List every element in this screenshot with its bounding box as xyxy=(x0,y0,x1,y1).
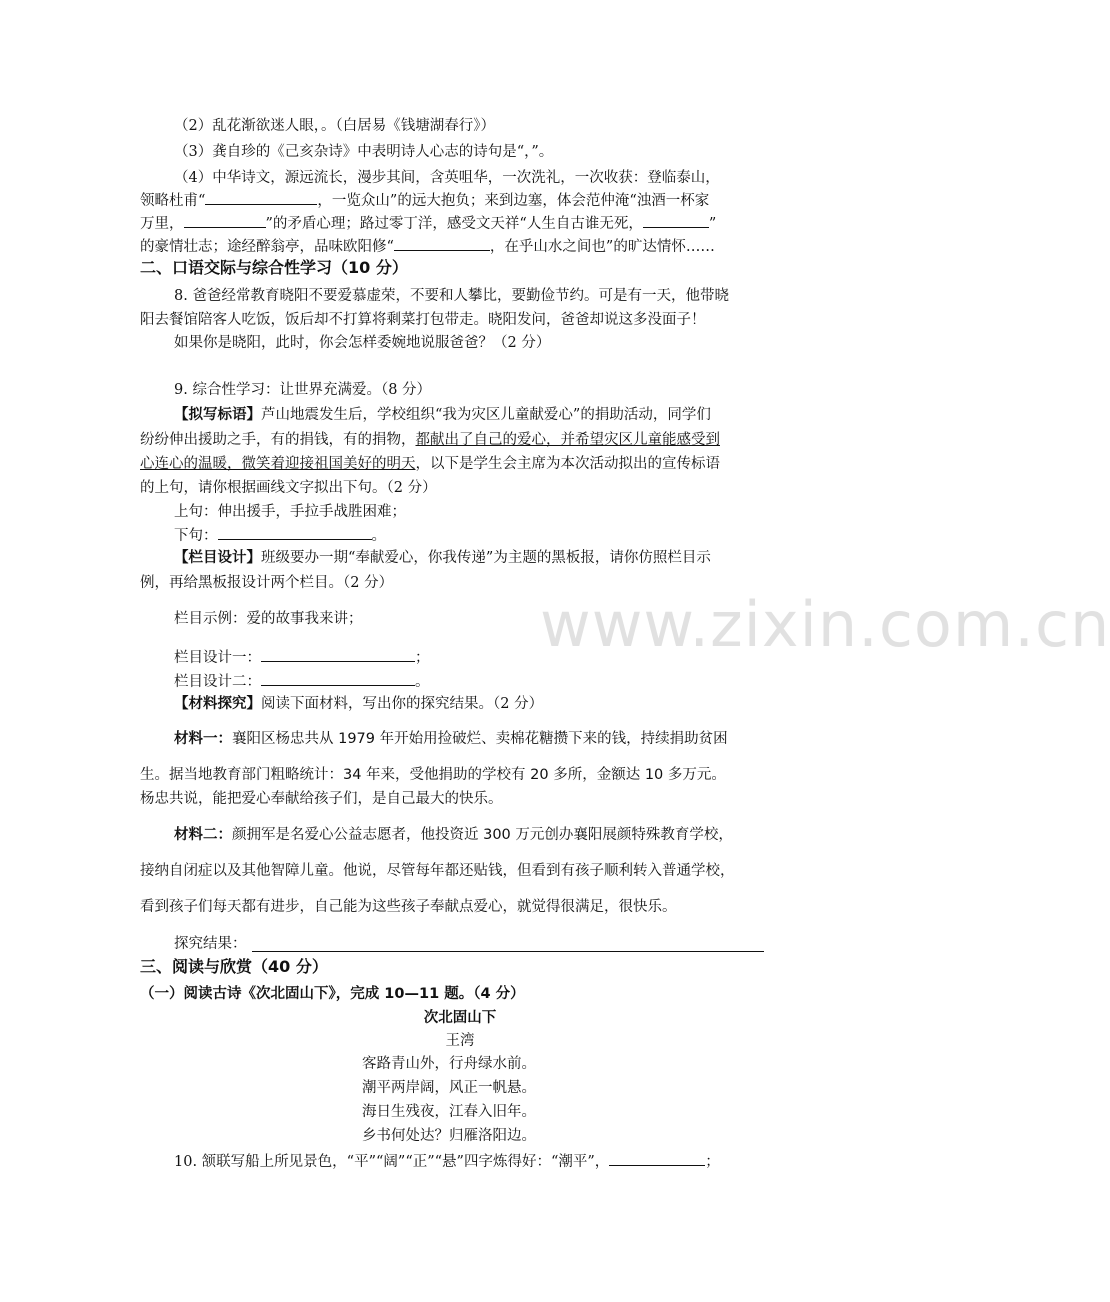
answer-blank[interactable] xyxy=(205,190,317,205)
column2-blank[interactable] xyxy=(261,671,415,686)
q7-item-4-line2 xyxy=(140,190,709,211)
slogan-line1 xyxy=(174,405,711,425)
column-design-1 xyxy=(174,647,430,668)
lower-end: 。 xyxy=(371,528,386,544)
column1-end: ； xyxy=(415,650,430,666)
material2-label: 材料二： xyxy=(174,827,232,843)
material-intro xyxy=(174,694,543,714)
column1-blank[interactable] xyxy=(261,647,415,662)
column2-end: 。 xyxy=(415,674,430,690)
column-design-2 xyxy=(174,671,430,692)
slogan-underlined: 都献出了自己的爱心，并希望灾区儿童能感受到 xyxy=(415,432,720,448)
q8-line1: 8. 爸爸经常教育晓阳不要爱慕虚荣，不要和人攀比，要勤俭节约。可是有一天，他带晓 xyxy=(174,288,729,304)
column2-label: 栏目设计二： xyxy=(174,674,261,690)
q7-item-4-line1: （4）中华诗文，源远流长，漫步其间，含英咀华，一次洗礼，一次收获：登临泰山， xyxy=(174,170,720,186)
poem-line: 海日生残夜，江春入旧年。 xyxy=(362,1104,536,1120)
poem-line: 乡书何处达？归雁洛阳边。 xyxy=(362,1128,536,1144)
q7-item-3: （3）龚自珍的《己亥杂诗》中表明诗人心志的诗句是“，”。 xyxy=(174,144,554,160)
q10-end: ； xyxy=(705,1154,720,1170)
q10-line xyxy=(174,1151,720,1172)
material1-line3: 杨忠共说，能把爱心奉献给孩子们，是自己最大的快乐。 xyxy=(140,791,503,807)
q10-blank[interactable] xyxy=(609,1151,705,1166)
material-tag: 【材料探究】 xyxy=(174,695,261,712)
slogan-underlined: 心连心的温暖，微笑着迎接祖国美好的明天 xyxy=(140,456,416,472)
material-text: 阅读下面材料，写出你的探究结果。（2 分） xyxy=(261,696,544,712)
q8-line3: 如果你是晓阳，此时，你会怎样委婉地说服爸爸？（2 分） xyxy=(174,335,551,351)
q7-item-4-text: ” xyxy=(708,216,717,232)
section3-title: 三、阅读与欣赏（40 分） xyxy=(140,957,328,976)
lower-answer-blank[interactable] xyxy=(218,525,372,540)
slogan-tag: 【拟写标语】 xyxy=(174,406,261,423)
slogan-line4: 的上句，请你根据画线文字拟出下句。（2 分） xyxy=(140,480,437,496)
q7-item-4-text: 领略杜甫“ xyxy=(140,193,206,209)
answer-blank[interactable] xyxy=(643,213,709,228)
q10-text: 10. 颔联写船上所见景色，“平”“阔”“正”“悬”四字炼得好：“潮平”， xyxy=(174,1154,610,1170)
result-answer-line[interactable] xyxy=(252,951,764,952)
material1-line1 xyxy=(174,729,728,749)
q7-item-4-text: ，在乎山水之间也”的旷达情怀…… xyxy=(489,239,715,255)
watermark-text: www.zixin.com.cn xyxy=(540,588,1110,661)
q8-line2: 阳去餐馆陪客人吃饭，饭后却不打算将剩菜打包带走。晓阳发问，爸爸却说这多没面子！ xyxy=(140,312,706,328)
result-label: 探究结果： xyxy=(174,936,247,952)
column-tag: 【栏目设计】 xyxy=(174,549,261,566)
section3-sub1: （一）阅读古诗《次北固山下》，完成 10—11 题。（4 分） xyxy=(140,986,525,1002)
slogan-text: 芦山地震发生后，学校组织“我为灾区儿童献爱心”的捐助活动，同学们 xyxy=(261,407,711,423)
slogan-line2 xyxy=(140,430,720,450)
column-line2: 例，再给黑板报设计两个栏目。（2 分） xyxy=(140,575,394,591)
poem-author: 王湾 xyxy=(445,1033,475,1049)
column1-label: 栏目设计一： xyxy=(174,650,261,666)
q7-item-4-line3 xyxy=(140,213,716,234)
lower-label: 下句： xyxy=(174,528,218,544)
poem-title: 次北固山下 xyxy=(423,1010,497,1026)
material1-text: 襄阳区杨忠共从 1979 年开始用捡破烂、卖棉花糖攒下来的钱，持续捐助贫困 xyxy=(232,731,728,747)
q7-item-4-text: 的豪情壮志；途经醉翁亭，品味欧阳修“ xyxy=(140,239,394,255)
poem-line: 客路青山外，行舟绿水前。 xyxy=(362,1056,536,1072)
answer-blank[interactable] xyxy=(394,236,490,251)
q7-item-4-text: ”的矛盾心理；路过零丁洋，感受文天祥“人生自古谁无死， xyxy=(265,216,643,232)
material1-label: 材料一： xyxy=(174,731,232,747)
q7-item-4-line4 xyxy=(140,236,715,257)
upper-sentence: 上句：伸出援手，手拉手战胜困难； xyxy=(174,504,406,520)
lower-sentence xyxy=(174,525,386,546)
slogan-line3 xyxy=(140,454,720,474)
column-example: 栏目示例：爱的故事我来讲； xyxy=(174,611,363,627)
slogan-text: ，以下是学生会主席为本次活动拟出的宣传标语 xyxy=(415,456,720,472)
q7-item-4-text: ，一览众山”的远大抱负；来到边塞，体会范仲淹“浊酒一杯家 xyxy=(317,193,710,209)
material2-line1 xyxy=(174,825,733,845)
q7-item-2: （2）乱花渐欲迷人眼，。（白居易《钱塘湖春行》） xyxy=(174,118,495,134)
q9-title: 9. 综合性学习：让世界充满爱。（8 分） xyxy=(174,382,432,398)
material2-line3: 看到孩子们每天都有进步，自己能为这些孩子奉献点爱心，就觉得很满足，很快乐。 xyxy=(140,899,677,915)
answer-blank[interactable] xyxy=(184,213,266,228)
column-text: 班级要办一期“奉献爱心，你我传递”为主题的黑板报，请你仿照栏目示 xyxy=(261,550,711,566)
slogan-text: 纷纷伸出援助之手，有的捐钱，有的捐物， xyxy=(140,432,416,448)
material2-line2: 接纳自闭症以及其他智障儿童。他说，尽管每年都还贴钱，但看到有孩子顺利转入普通学校， xyxy=(140,863,735,879)
material1-line2: 生。据当地教育部门粗略统计：34 年来，受他捐助的学校有 20 多所，金额达 10 多万元。 xyxy=(140,767,726,783)
q7-item-4-text: 万里， xyxy=(140,216,184,232)
poem-line: 潮平两岸阔，风正一帆悬。 xyxy=(362,1080,536,1096)
column-line1 xyxy=(174,548,711,568)
section2-title: 二、口语交际与综合性学习（10 分） xyxy=(140,258,408,277)
material2-text: 颜拥军是名爱心公益志愿者，他投资近 300 万元创办襄阳展颜特殊教育学校， xyxy=(232,827,733,843)
